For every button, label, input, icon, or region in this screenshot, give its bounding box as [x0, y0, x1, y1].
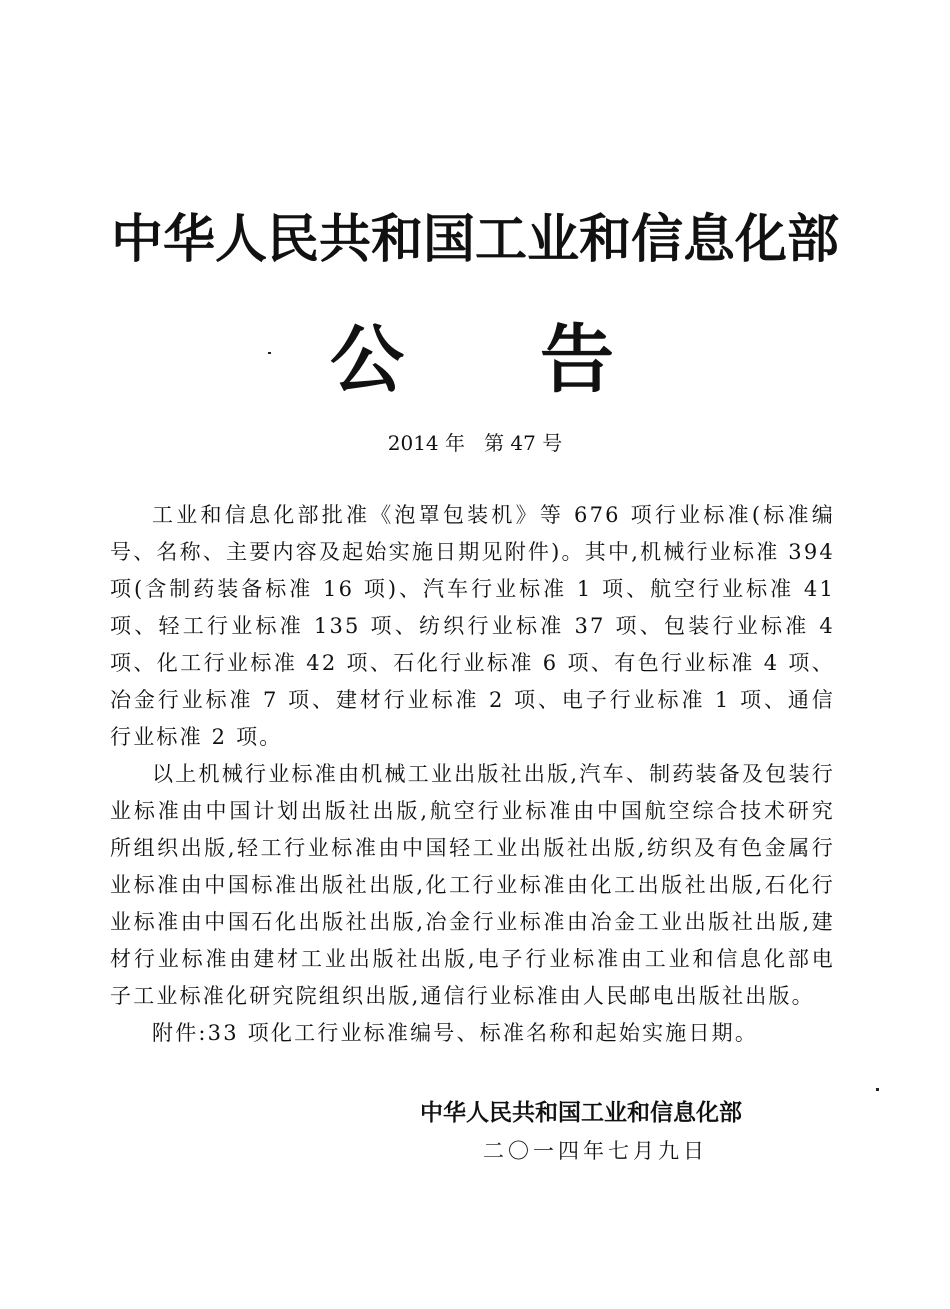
doc-number: 2014 年 第 47 号	[387, 431, 563, 455]
body-paragraph-publishers: 以上机械行业标准由机械工业出版社出版,汽车、制药装备及包装行业标准由中国计划出版社出版,航空行业标准由中国航空综合技术研究所组织出版,轻工行业标准由中国轻工业出版社出版,纺织及有色金属行业标准由中国标准出版社出版,化工行业标准由化工出版社出版,石化行业标准由中国石化出版社出版,冶金行业标准由冶金工业出版社出版,建材行业标准由建材工业出版社出版,电子行业标准由工业和信息化部电子工业标准化研究院组织出版,通信行业标准由人民邮电出版社出版。	[110, 762, 835, 1008]
doc-type-char-1: 公	[330, 317, 404, 403]
body-paragraph-approval: 工业和信息化部批准《泡罩包装机》等 676 项行业标准(标准编号、名称、主要内容及起始实施日期见附件)。其中,机械行业标准 394 项(含制药装备标准 16 项)、汽车行业标准 1 项、航空行业标准 41 项、轻工行业标准 135 项、纺织行业标准 37 项、包装行业标准 4 项、化工行业标准 42 项、石化行业标准 6 项、有色行业标准 4 项、冶金行业标准 7 项、建材行业标准 2 项、电子行业标准 1 项、通信行业标准 2 项。	[110, 503, 835, 749]
issue-date: 二〇一四年七月九日	[483, 1139, 708, 1163]
scan-speck	[268, 352, 271, 354]
scan-speck	[876, 1088, 879, 1091]
issuer-signature: 中华人民共和国工业和信息化部	[420, 1100, 742, 1126]
ministry-title: 中华人民共和国工业和信息化部	[110, 210, 839, 270]
announcement-body	[110, 497, 835, 1052]
body-paragraph-attachment: 附件:33 项化工行业标准编号、标准名称和起始实施日期。	[152, 1021, 759, 1045]
doc-type-char-2: 告	[540, 317, 614, 403]
